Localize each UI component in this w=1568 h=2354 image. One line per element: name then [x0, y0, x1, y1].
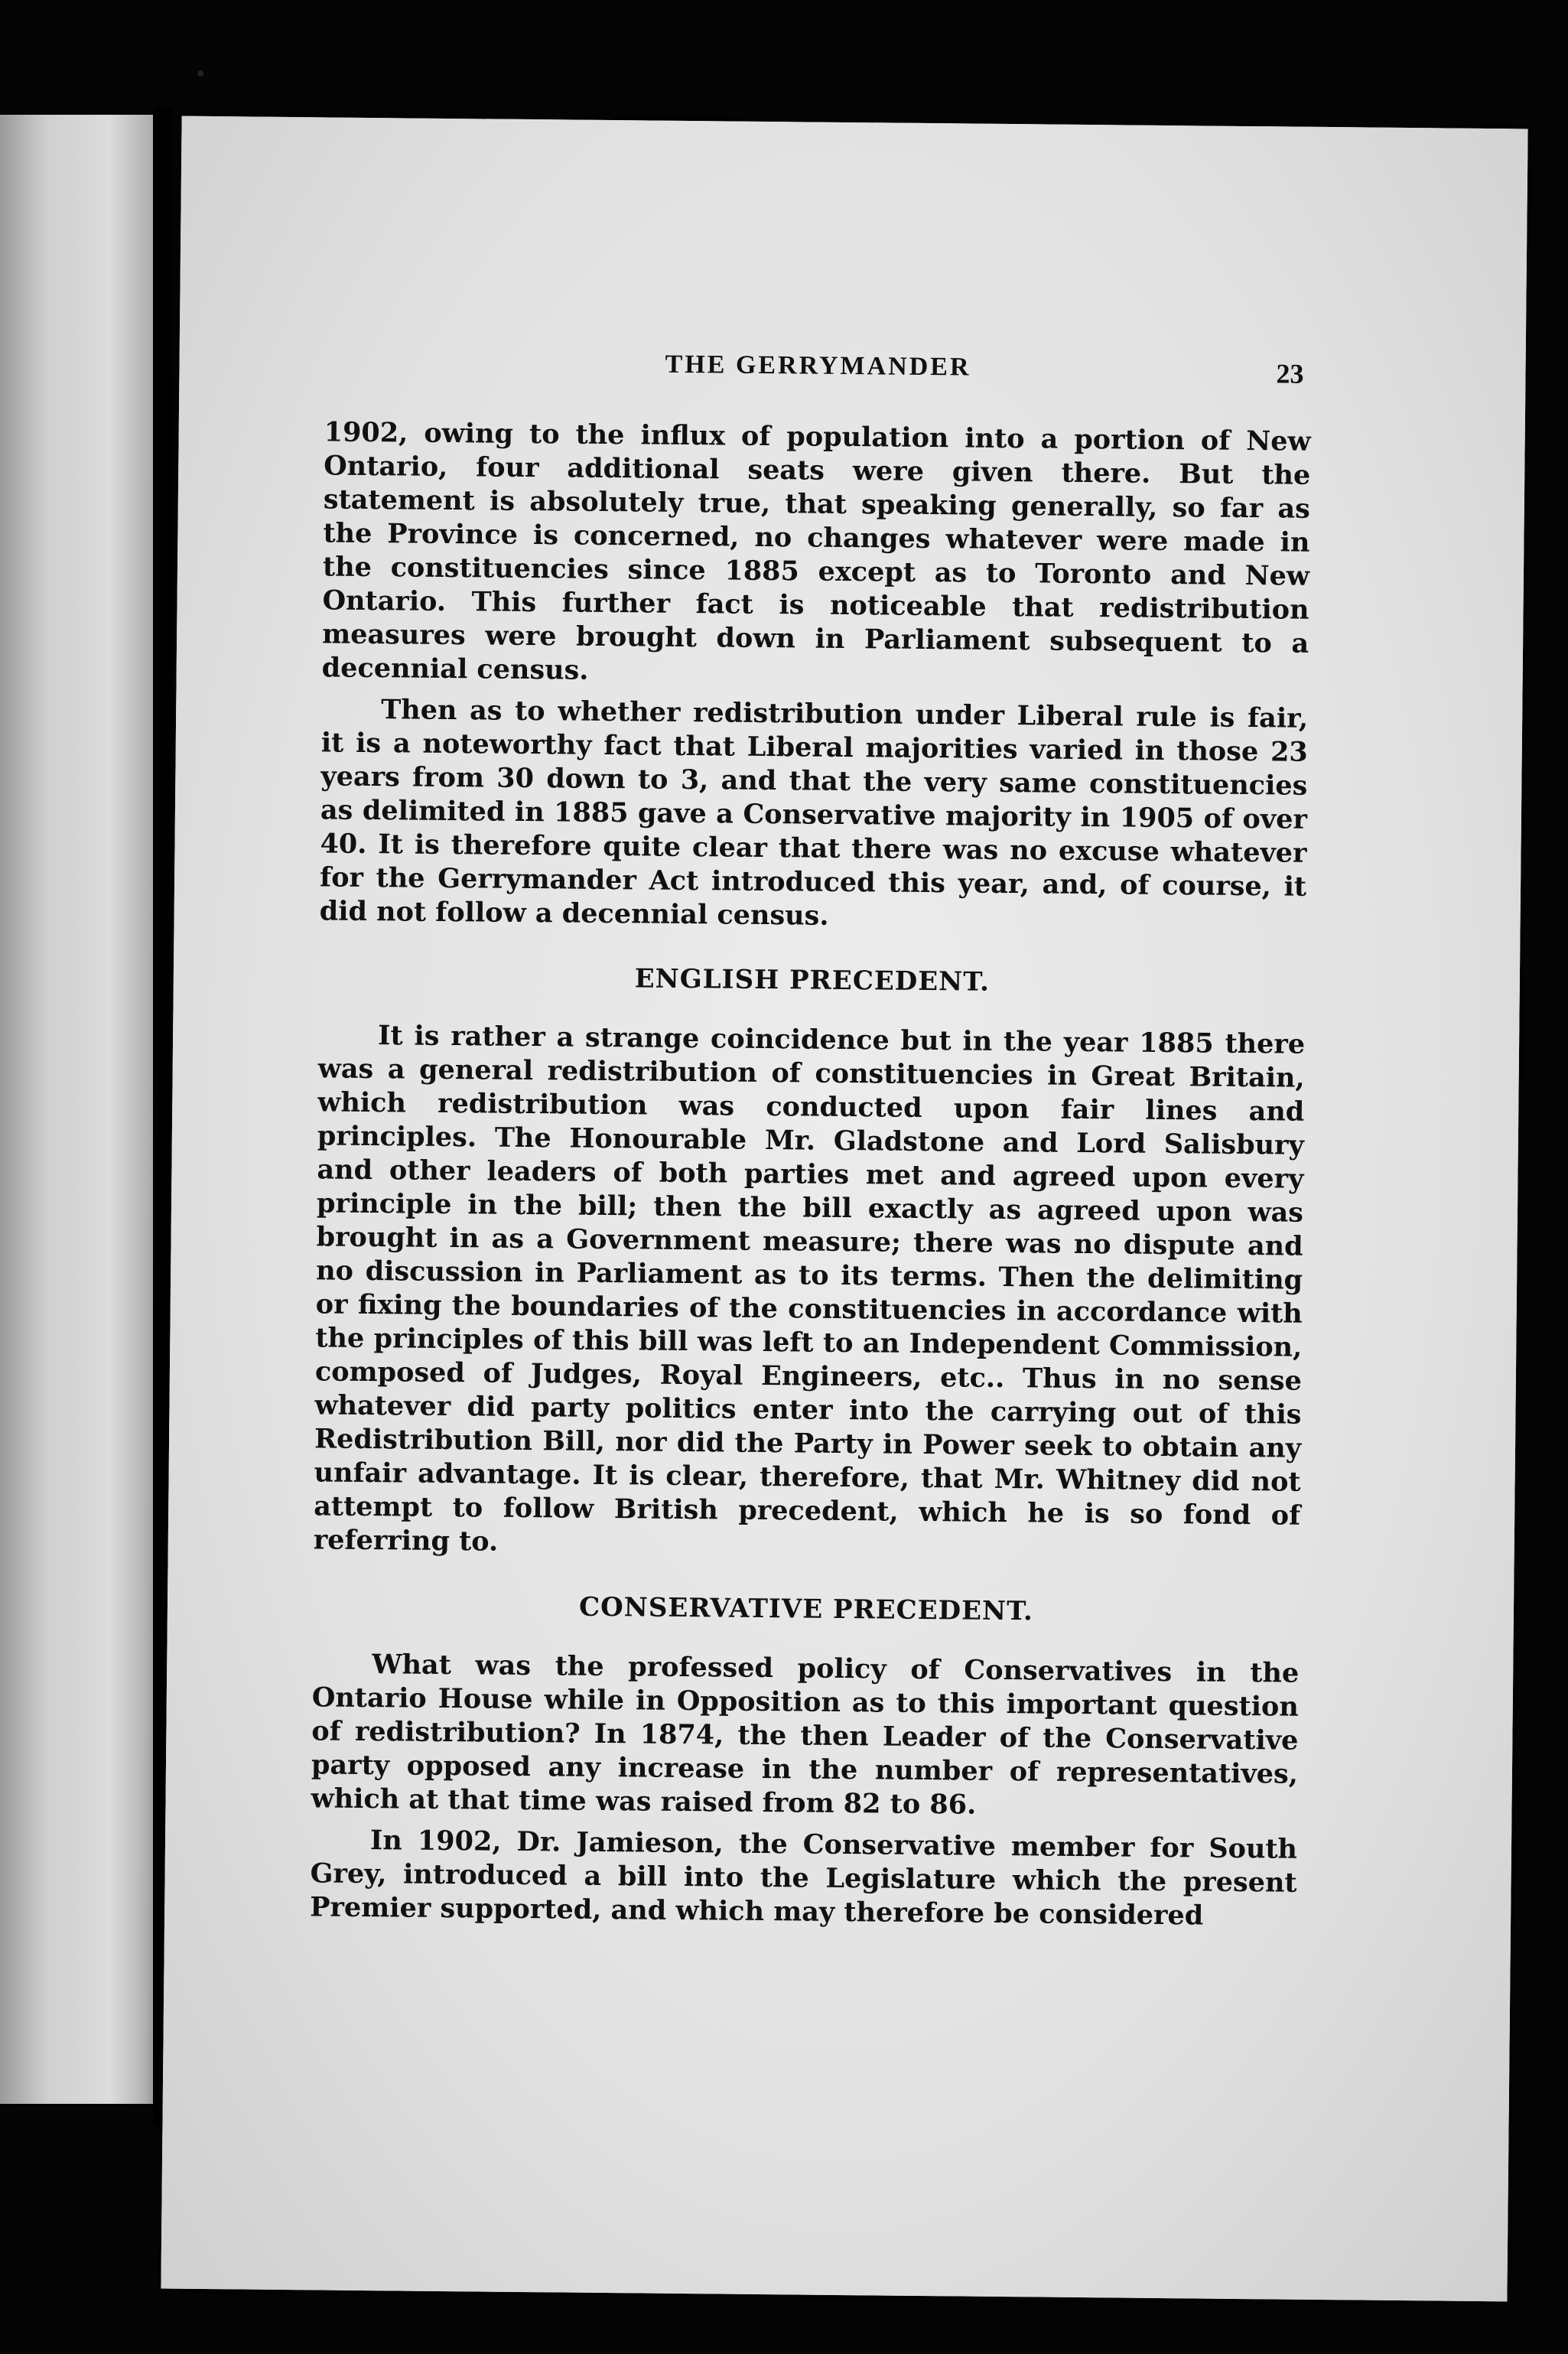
facing-page-edge	[0, 115, 157, 2104]
section-heading-conservative-precedent: CONSERVATIVE PRECEDENT.	[578, 1591, 1034, 1627]
book-page	[161, 116, 1527, 2302]
section-heading-english-precedent: ENGLISH PRECEDENT.	[634, 963, 991, 998]
paragraph-jamieson-bill: In 1902, Dr. Jamieson, the Conservative member for South Grey, introduced a bill into the Legislature which the present Premier supported, and which may therefore be considered	[310, 1825, 1298, 1932]
paragraph-english-precedent: It is rather a strange coincidence but in the year 1885 there was a general redistribution of constituencies in Great Britain, which redistribution was conducted upon fair lines and principles. The Honourable Mr. Gladstone and Lord Salisbury and other leaders of both parties met and agreed upon every principle in the bill; then the bill exactly as agreed upon was brought in as a Government measure; there was no dispute and no discussion in Parliament as to its terms. Then the delimiting or fixing the boundaries of the constituencies in accordance with the principles of this bill was left to an Independent Commission, composed of Judges, Royal Engineers, etc.. Thus in no sense whatever did party politics enter into the carrying out of this Redistribution Bill, nor did the Party in Power seek to obtain any unfair advantage. It is clear, therefore, that Mr. Whitney did not attempt to follow British precedent, which he is so fond of referring to.	[313, 1020, 1306, 1558]
paragraph-liberal-rule: Then as to whether redistribution under Liberal rule is fair, it is a noteworthy fact that Liberal majorities varied in those 23 years from 30 down to 3, and that the very same constituencies as delimited in 1885 gave a Conservative majority in 1905 of over 40. It is therefore quite clear that there was no excuse whatever for the Gerrymander Act introduced this year, and, of course, it did not follow a decennial census.	[319, 694, 1309, 932]
speck	[197, 70, 203, 77]
running-head	[324, 347, 1312, 402]
running-title: THE GERRYMANDER	[665, 350, 971, 382]
page-number: 23	[1276, 358, 1304, 389]
paragraph-conservative-policy: What was the professed policy of Conservatives in the Ontario House while in Opposition as to this important question of redistribution? In 1874, the then Leader of the Conservative party opposed any increase in the number of representatives, which at that time was raised from 82 to 86.	[311, 1649, 1300, 1821]
page-content	[310, 347, 1312, 1933]
paragraph-continued: 1902, owing to the influx of population into a portion of New Ontario, four additional seats were given there. But the statement is absolutely true, that speaking generally, so far as the Province is concerned, no changes whatever were made in the constituencies since 1885 except as to Toronto and New Ontario. This further fact is noticeable that redistribution measures were brought down in Parliament subsequent to a decennial census.	[321, 416, 1311, 686]
